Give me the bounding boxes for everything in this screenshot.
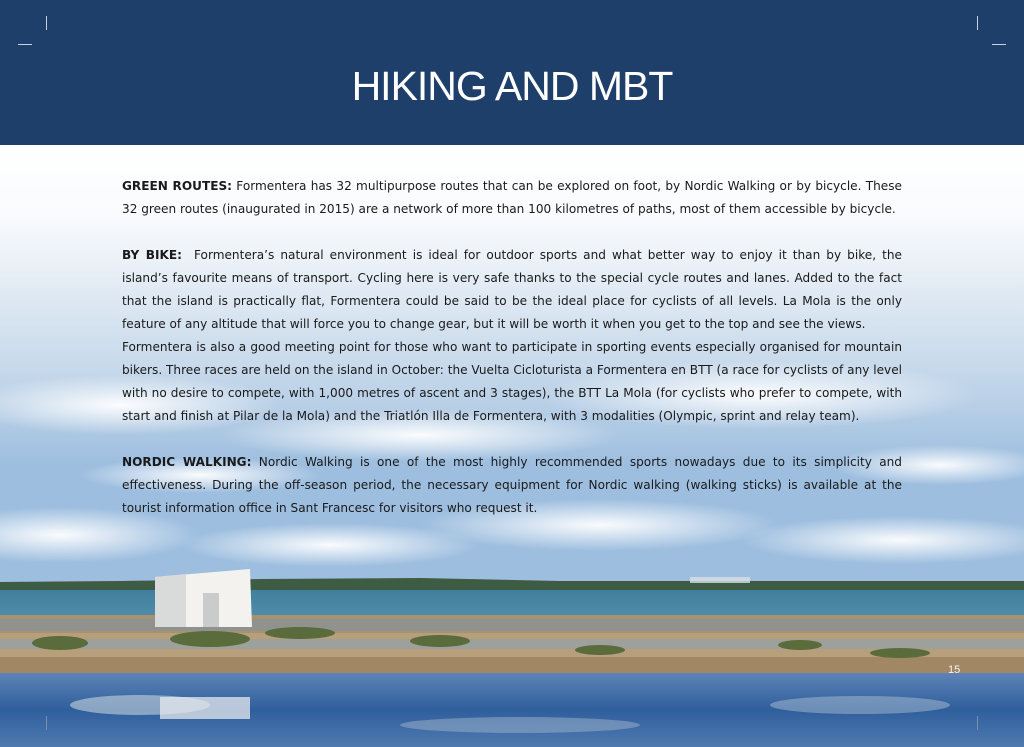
paragraph: [122, 175, 902, 221]
paragraph-text: Nordic Walking is one of the most highly recommended sports nowadays due to its simplicity and effectiveness. During the off-season period, the necessary equipment for Nordic walking (walking sticks) is available at the tourist information office in Sant Francesc for visitors who request it.: [122, 455, 902, 515]
page-number: 15: [948, 664, 961, 676]
paragraph: [122, 451, 902, 520]
section-by-bike: [122, 244, 902, 428]
crop-mark-top-right-horizontal: [992, 44, 1006, 45]
section-label: GREEN ROUTES:: [122, 179, 233, 193]
crop-mark-top-right-vertical: [977, 16, 978, 30]
paragraph-text: Formentera is also a good meeting point for those who want to participate in sporting events especially organised for mountain bikers. Three races are held on the island in October: the Vuelta Cicloturista a Formentera en BTT (a race for cyclists of any level with no desire to compete, with 1,000 metres of ascent and 3 stages), the BTT La Mola (for cyclists who prefer to compete, with start and finish at Pilar de la Mola) and the Triatlón Illa de Formentera, with 3 modalities (Olympic, sprint and relay team).: [122, 340, 902, 423]
crop-mark-top-left-horizontal: [18, 44, 32, 45]
section-label: NORDIC WALKING:: [122, 455, 252, 469]
paragraph-text: Formentera has 32 multipurpose routes that can be explored on foot, by Nordic Walking or by bicycle. These 32 green routes (inaugurated in 2015) are a network of more than 100 kilometres of paths, most of them accessible by bicycle.: [122, 179, 902, 216]
section-nordic-walking: [122, 451, 902, 520]
paragraph-text: Formentera’s natural environment is ideal for outdoor sports and what better way to enjoy it than by bike, the island’s favourite means of transport. Cycling here is very safe thanks to the special cycle routes and lanes. Added to the fact that the island is practically flat, Formentera could be said to be the ideal place for cyclists of all levels. La Mola is the only feature of any altitude that will force you to change gear, but it will be worth it when you get to the top and see the views.: [122, 248, 902, 331]
paragraph: [122, 244, 902, 336]
section-green-routes: [122, 175, 902, 221]
crop-mark-top-left-vertical: [46, 16, 47, 30]
section-label: BY BIKE:: [122, 248, 182, 262]
article-body: [122, 175, 902, 520]
page-title: HIKING AND MBT: [351, 63, 673, 109]
crop-mark-bottom-right-vertical: [977, 716, 978, 730]
crop-mark-bottom-left-vertical: [46, 716, 47, 730]
paragraph: [122, 336, 902, 428]
